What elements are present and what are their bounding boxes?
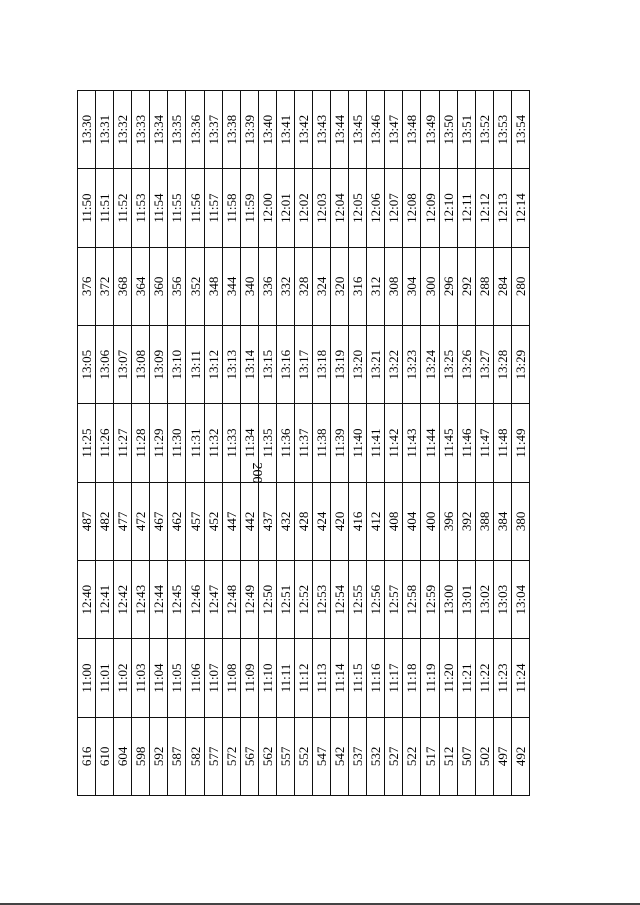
table-row [186, 91, 204, 796]
table-cell: 13:35 [168, 91, 186, 169]
table-cell: 11:32 [204, 404, 222, 482]
table-cell: 11:56 [186, 169, 204, 247]
table-cell: 12:59 [421, 561, 439, 639]
table-cell: 388 [475, 482, 493, 560]
table-cell: 320 [331, 247, 349, 325]
table-cell: 12:50 [258, 561, 276, 639]
table-cell: 12:14 [511, 169, 529, 247]
table-cell: 432 [276, 482, 294, 560]
table-cell: 13:18 [313, 326, 331, 404]
table-cell: 13:02 [475, 561, 493, 639]
table-cell: 502 [475, 717, 493, 795]
table-cell: 12:06 [367, 169, 385, 247]
table-cell: 12:47 [204, 561, 222, 639]
table-cell: 557 [276, 717, 294, 795]
table-cell: 11:31 [186, 404, 204, 482]
table-cell: 368 [114, 247, 132, 325]
table-row [421, 91, 439, 796]
table-cell: 11:49 [511, 404, 529, 482]
table-cell: 13:53 [493, 91, 511, 169]
table-cell: 13:19 [331, 326, 349, 404]
table-row [439, 91, 457, 796]
table-cell: 13:08 [132, 326, 150, 404]
table-cell: 13:12 [204, 326, 222, 404]
table-cell: 300 [421, 247, 439, 325]
table-cell: 567 [240, 717, 258, 795]
table-cell: 11:59 [240, 169, 258, 247]
table-cell: 542 [331, 717, 349, 795]
table-cell: 344 [222, 247, 240, 325]
table-cell: 547 [313, 717, 331, 795]
table-cell: 11:17 [385, 639, 403, 717]
table-cell: 12:56 [367, 561, 385, 639]
table-cell: 507 [457, 717, 475, 795]
table-cell: 11:44 [421, 404, 439, 482]
table-cell: 13:40 [258, 91, 276, 169]
table-cell: 328 [294, 247, 312, 325]
table-cell: 604 [114, 717, 132, 795]
table-cell: 582 [186, 717, 204, 795]
table-cell: 13:44 [331, 91, 349, 169]
table-cell: 11:18 [403, 639, 421, 717]
table-cell: 13:54 [511, 91, 529, 169]
table-cell: 11:27 [114, 404, 132, 482]
table-cell: 11:36 [276, 404, 294, 482]
table-cell: 477 [114, 482, 132, 560]
table-cell: 352 [186, 247, 204, 325]
table-cell: 404 [403, 482, 421, 560]
table-cell: 11:13 [313, 639, 331, 717]
table-cell: 11:14 [331, 639, 349, 717]
table-cell: 11:24 [511, 639, 529, 717]
table-cell: 284 [493, 247, 511, 325]
table-cell: 372 [96, 247, 114, 325]
table-cell: 13:17 [294, 326, 312, 404]
table-row [78, 91, 96, 796]
table-cell: 13:46 [367, 91, 385, 169]
table-row [240, 91, 258, 796]
table-cell: 482 [96, 482, 114, 560]
table-cell: 296 [439, 247, 457, 325]
table-cell: 12:00 [258, 169, 276, 247]
table-cell: 12:05 [349, 169, 367, 247]
table-cell: 437 [258, 482, 276, 560]
table-cell: 467 [150, 482, 168, 560]
table-cell: 11:23 [493, 639, 511, 717]
table-cell: 11:15 [349, 639, 367, 717]
table-cell: 13:37 [204, 91, 222, 169]
table-cell: 11:00 [78, 639, 96, 717]
table-cell: 13:45 [349, 91, 367, 169]
table-cell: 12:46 [186, 561, 204, 639]
table-cell: 384 [493, 482, 511, 560]
table-cell: 11:30 [168, 404, 186, 482]
table-cell: 12:52 [294, 561, 312, 639]
table-cell: 11:26 [96, 404, 114, 482]
table-cell: 13:23 [403, 326, 421, 404]
table-cell: 13:31 [96, 91, 114, 169]
table-cell: 12:13 [493, 169, 511, 247]
table-cell: 13:11 [186, 326, 204, 404]
table-cell: 13:03 [493, 561, 511, 639]
table-cell: 13:28 [493, 326, 511, 404]
table-cell: 11:16 [367, 639, 385, 717]
table-cell: 11:48 [493, 404, 511, 482]
table-cell: 13:29 [511, 326, 529, 404]
table-cell: 11:06 [186, 639, 204, 717]
table-cell: 13:27 [475, 326, 493, 404]
table-cell: 12:48 [222, 561, 240, 639]
table-cell: 11:38 [313, 404, 331, 482]
table-cell: 356 [168, 247, 186, 325]
page-number: 200 [249, 462, 264, 484]
table-cell: 13:05 [78, 326, 96, 404]
table-cell: 13:48 [403, 91, 421, 169]
table-cell: 11:46 [457, 404, 475, 482]
table-cell: 13:09 [150, 326, 168, 404]
table-row [132, 91, 150, 796]
table-cell: 416 [349, 482, 367, 560]
table-cell: 396 [439, 482, 457, 560]
table-cell: 11:04 [150, 639, 168, 717]
table-cell: 13:26 [457, 326, 475, 404]
table-cell: 11:47 [475, 404, 493, 482]
table-cell: 11:50 [78, 169, 96, 247]
table-cell: 442 [240, 482, 258, 560]
table-cell: 13:22 [385, 326, 403, 404]
table-cell: 13:24 [421, 326, 439, 404]
table-cell: 13:21 [367, 326, 385, 404]
table-cell: 12:42 [114, 561, 132, 639]
table-row [457, 91, 475, 796]
table-cell: 12:58 [403, 561, 421, 639]
table-cell: 376 [78, 247, 96, 325]
table-cell: 11:05 [168, 639, 186, 717]
table-cell: 12:03 [313, 169, 331, 247]
table-cell: 13:30 [78, 91, 96, 169]
table-row [204, 91, 222, 796]
table-cell: 12:12 [475, 169, 493, 247]
table-cell: 13:04 [511, 561, 529, 639]
table-cell: 288 [475, 247, 493, 325]
table-cell: 13:36 [186, 91, 204, 169]
table-cell: 364 [132, 247, 150, 325]
table-cell: 13:52 [475, 91, 493, 169]
table-cell: 11:34 [240, 404, 258, 482]
table-cell: 11:29 [150, 404, 168, 482]
table-row [385, 91, 403, 796]
table-cell: 11:43 [403, 404, 421, 482]
table-cell: 11:20 [439, 639, 457, 717]
table-cell: 11:45 [439, 404, 457, 482]
table-cell: 592 [150, 717, 168, 795]
table-cell: 492 [511, 717, 529, 795]
table-row [222, 91, 240, 796]
table-cell: 13:07 [114, 326, 132, 404]
table-row [313, 91, 331, 796]
table-cell: 11:02 [114, 639, 132, 717]
table-cell: 13:34 [150, 91, 168, 169]
table-cell: 11:03 [132, 639, 150, 717]
table-cell: 13:20 [349, 326, 367, 404]
table-cell: 13:38 [222, 91, 240, 169]
table-cell: 13:00 [439, 561, 457, 639]
table-cell: 12:09 [421, 169, 439, 247]
table-body [78, 91, 530, 796]
table-cell: 412 [367, 482, 385, 560]
table-cell: 13:32 [114, 91, 132, 169]
table-cell: 13:41 [276, 91, 294, 169]
table-row [493, 91, 511, 796]
table-cell: 11:39 [331, 404, 349, 482]
table-cell: 12:57 [385, 561, 403, 639]
table-cell: 12:40 [78, 561, 96, 639]
table-cell: 13:49 [421, 91, 439, 169]
table-cell: 312 [367, 247, 385, 325]
table-cell: 13:15 [258, 326, 276, 404]
table-cell: 13:51 [457, 91, 475, 169]
table-cell: 360 [150, 247, 168, 325]
table-cell: 11:21 [457, 639, 475, 717]
table-row [294, 91, 312, 796]
rotated-table-container [77, 90, 530, 796]
table-cell: 13:10 [168, 326, 186, 404]
table-cell: 11:55 [168, 169, 186, 247]
table-cell: 13:43 [313, 91, 331, 169]
table-cell: 12:45 [168, 561, 186, 639]
table-cell: 340 [240, 247, 258, 325]
table-cell: 13:42 [294, 91, 312, 169]
table-cell: 11:41 [367, 404, 385, 482]
table-cell: 11:19 [421, 639, 439, 717]
table-cell: 420 [331, 482, 349, 560]
table-cell: 13:33 [132, 91, 150, 169]
table-cell: 11:10 [258, 639, 276, 717]
table-cell: 11:07 [204, 639, 222, 717]
table-cell: 12:02 [294, 169, 312, 247]
table-cell: 13:25 [439, 326, 457, 404]
table-cell: 11:08 [222, 639, 240, 717]
table-row [258, 91, 276, 796]
table-cell: 280 [511, 247, 529, 325]
table-row [96, 91, 114, 796]
table-row [331, 91, 349, 796]
table-cell: 572 [222, 717, 240, 795]
table-cell: 11:57 [204, 169, 222, 247]
table-row [403, 91, 421, 796]
table-cell: 12:11 [457, 169, 475, 247]
table-cell: 12:55 [349, 561, 367, 639]
table-cell: 11:58 [222, 169, 240, 247]
table-cell: 13:16 [276, 326, 294, 404]
table-cell: 11:51 [96, 169, 114, 247]
table-row [114, 91, 132, 796]
table-cell: 11:54 [150, 169, 168, 247]
table-row [150, 91, 168, 796]
table-cell: 12:01 [276, 169, 294, 247]
table-cell: 13:01 [457, 561, 475, 639]
table-cell: 616 [78, 717, 96, 795]
table-cell: 12:49 [240, 561, 258, 639]
table-cell: 12:54 [331, 561, 349, 639]
table-cell: 11:11 [276, 639, 294, 717]
table-cell: 447 [222, 482, 240, 560]
table-cell: 11:09 [240, 639, 258, 717]
table-row [367, 91, 385, 796]
table-cell: 532 [367, 717, 385, 795]
table-cell: 587 [168, 717, 186, 795]
table-cell: 472 [132, 482, 150, 560]
table-cell: 428 [294, 482, 312, 560]
table-cell: 13:47 [385, 91, 403, 169]
table-cell: 13:14 [240, 326, 258, 404]
data-table [77, 90, 530, 796]
table-cell: 292 [457, 247, 475, 325]
table-row [168, 91, 186, 796]
table-cell: 308 [385, 247, 403, 325]
table-cell: 512 [439, 717, 457, 795]
table-cell: 392 [457, 482, 475, 560]
table-cell: 12:08 [403, 169, 421, 247]
table-cell: 11:37 [294, 404, 312, 482]
table-cell: 11:22 [475, 639, 493, 717]
table-cell: 12:51 [276, 561, 294, 639]
table-row [475, 91, 493, 796]
table-cell: 497 [493, 717, 511, 795]
table-cell: 11:12 [294, 639, 312, 717]
table-cell: 577 [204, 717, 222, 795]
table-row [511, 91, 529, 796]
table-cell: 12:04 [331, 169, 349, 247]
table-cell: 13:13 [222, 326, 240, 404]
table-cell: 610 [96, 717, 114, 795]
table-cell: 336 [258, 247, 276, 325]
table-cell: 12:43 [132, 561, 150, 639]
table-cell: 537 [349, 717, 367, 795]
table-cell: 527 [385, 717, 403, 795]
table-cell: 598 [132, 717, 150, 795]
table-cell: 487 [78, 482, 96, 560]
table-cell: 12:10 [439, 169, 457, 247]
table-cell: 11:33 [222, 404, 240, 482]
table-cell: 12:53 [313, 561, 331, 639]
table-cell: 380 [511, 482, 529, 560]
table-cell: 11:28 [132, 404, 150, 482]
table-cell: 11:40 [349, 404, 367, 482]
table-cell: 11:01 [96, 639, 114, 717]
table-cell: 452 [204, 482, 222, 560]
table-cell: 304 [403, 247, 421, 325]
table-cell: 13:06 [96, 326, 114, 404]
table-cell: 12:07 [385, 169, 403, 247]
table-cell: 462 [168, 482, 186, 560]
table-cell: 562 [258, 717, 276, 795]
table-cell: 552 [294, 717, 312, 795]
table-cell: 316 [349, 247, 367, 325]
table-cell: 13:39 [240, 91, 258, 169]
table-cell: 12:41 [96, 561, 114, 639]
table-cell: 11:52 [114, 169, 132, 247]
table-cell: 12:44 [150, 561, 168, 639]
table-cell: 400 [421, 482, 439, 560]
table-cell: 11:35 [258, 404, 276, 482]
table-cell: 324 [313, 247, 331, 325]
table-cell: 11:25 [78, 404, 96, 482]
table-cell: 332 [276, 247, 294, 325]
table-row [276, 91, 294, 796]
table-cell: 11:53 [132, 169, 150, 247]
table-cell: 522 [403, 717, 421, 795]
table-cell: 457 [186, 482, 204, 560]
table-cell: 517 [421, 717, 439, 795]
table-cell: 408 [385, 482, 403, 560]
table-cell: 11:42 [385, 404, 403, 482]
table-row [349, 91, 367, 796]
table-cell: 348 [204, 247, 222, 325]
table-cell: 13:50 [439, 91, 457, 169]
table-cell: 424 [313, 482, 331, 560]
